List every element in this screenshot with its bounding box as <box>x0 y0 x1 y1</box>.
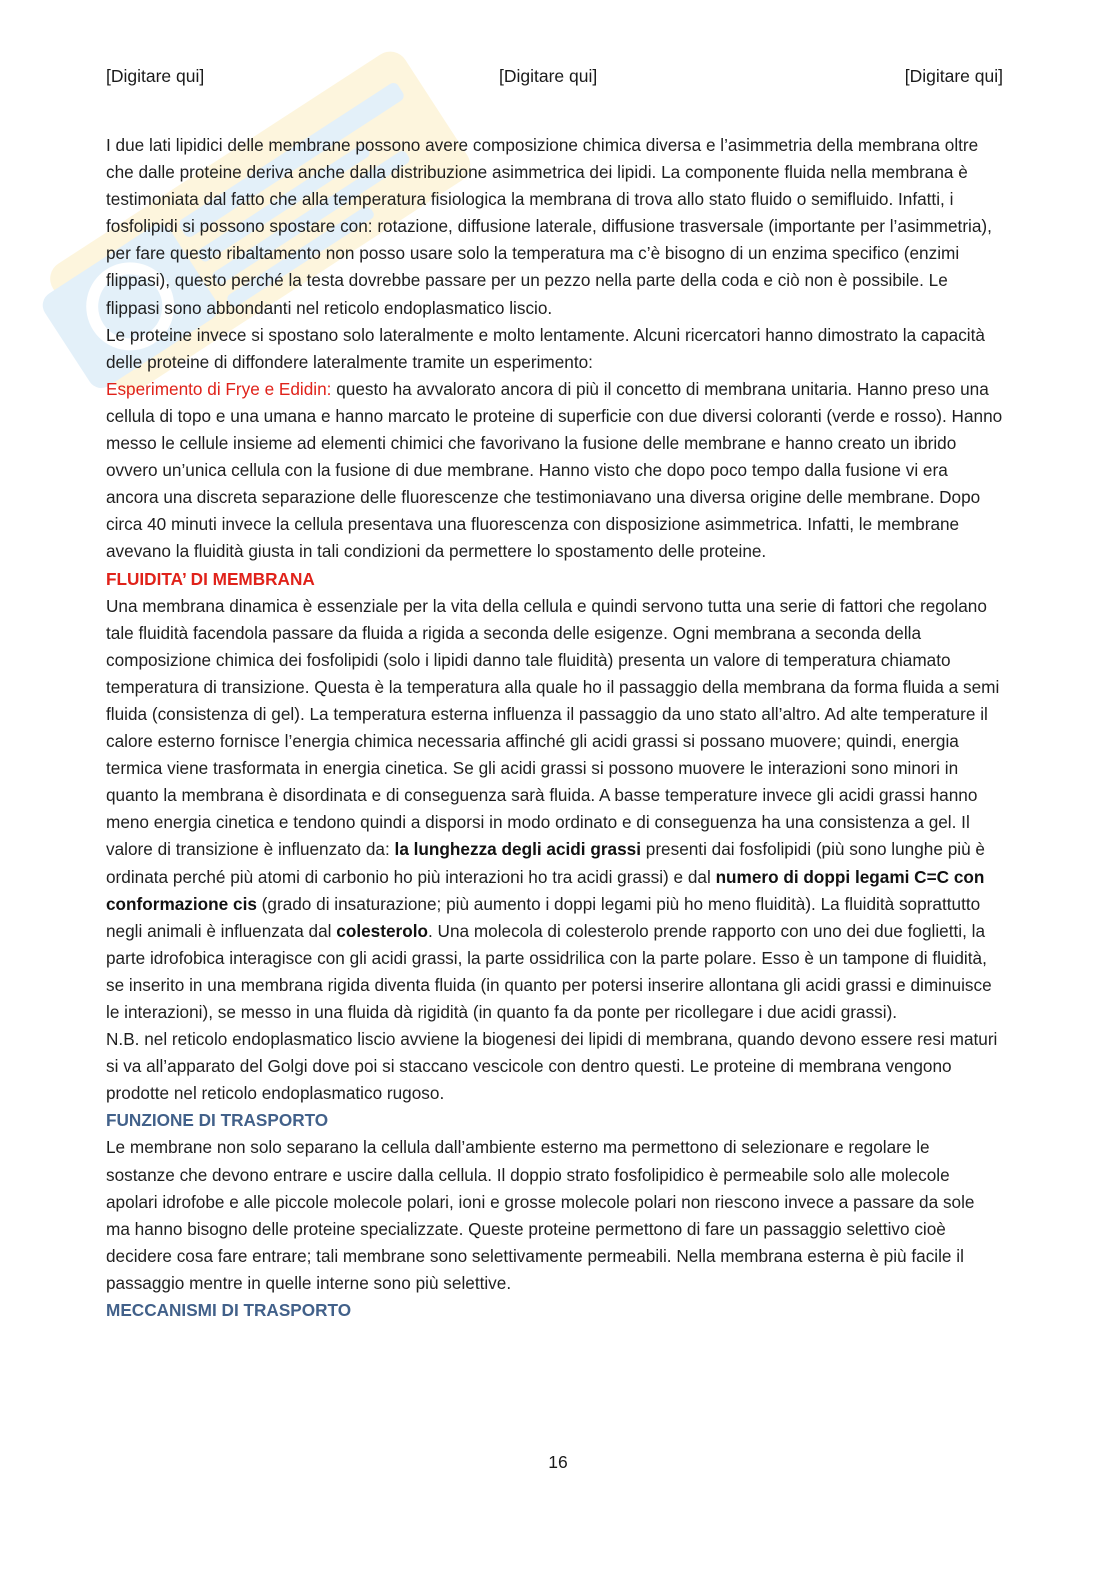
document-body <box>106 132 1003 1324</box>
heading-fluidita: FLUIDITA’ DI MEMBRANA <box>106 568 315 589</box>
heading-meccanismi-trasporto: MECCANISMI DI TRASPORTO <box>106 1300 352 1321</box>
fluidity-text-d: (grado di insaturazione; più aumento i doppi legami più ho meno fluidità). La fluidità soprattutto negli animali è influenzata dal <box>106 893 981 941</box>
page-number: 16 <box>548 1452 568 1472</box>
paragraph-nb-note: N.B. nel reticolo endoplasmatico liscio avviene la biogenesi dei lipidi di membrana, quando devono essere resi maturi si va all’apparato del Golgi dove poi si staccano vescicole con dentro questi. Le proteine di membrana vengono prodotte nel reticolo endoplasmatico rugoso. <box>106 1029 998 1104</box>
fluidity-text-e: . Una molecola di colesterolo prende rapporto con uno dei due foglietti, la parte idrofobica interagisce con gli acidi grassi, la parte ossidrilica con la parte polare. Esso è un tampone di fluidità, se inserito in una membrana rigida diventa fluida (in quanto per potersi inserire allontana gli acidi grassi e diminuisce le interazioni), se messo in una fluida dà rigidità (in quanto fa da ponte per ricollegare i due acidi grassi). <box>106 920 992 1022</box>
header-center-placeholder: [Digitare qui] <box>499 66 598 86</box>
experiment-label: Esperimento di Frye e Edidin: <box>106 378 332 399</box>
paragraph-fluidity <box>106 593 1003 1027</box>
fluidity-bold-double-bonds: numero di doppi legami C=C con conformazione cis <box>106 866 985 914</box>
heading-funzione-trasporto: FUNZIONE DI TRASPORTO <box>106 1110 329 1131</box>
header-left-placeholder: [Digitare qui] <box>106 66 205 86</box>
paragraph-lipid-asymmetry: I due lati lipidici delle membrane possono avere composizione chimica diversa e l’asimmetria della membrana oltre che dalle proteine deriva anche dalla distribuzione asimmetrica dei lipidi. La componente fluida nella membrana è testimoniata dal fatto che alla temperatura fisiologica la membrana di trova allo stato fluido o semifluido. Infatti, i fosfolipidi si possono spostare con: rotazione, diffusione laterale, diffusione trasversale (importante per l’asimmetria), per fare questo ribaltamento non posso usare solo la temperatura ma c’è bisogno di un enzima specifico (enzimi flippasi), questo perché la testa dovrebbe passare per un pezzo nella parte della coda e ciò non è possibile. Le flippasi sono abbondanti nel reticolo endoplasmatico liscio. <box>106 135 992 318</box>
header-right-placeholder: [Digitare qui] <box>904 66 1003 86</box>
experiment-text: questo ha avvalorato ancora di più il concetto di membrana unitaria. Hanno preso una cellula di topo e una umana e hanno marcato le proteine di superficie con due diversi coloranti (verde e rosso). Hanno messo le cellule insieme ad elementi chimici che favorivano la fusione delle membrane e hanno creato un ibrido ovvero un’unica cellula con la fusione di due membrane. Hanno visto che dopo poco tempo dalla fusione vi era ancora una discreta separazione delle fluorescenze che testimoniavano una diversa origine delle membrane. Dopo circa 40 minuti invece la cellula presentava una fluorescenza con disposizione asimmetrica. Infatti, le membrane avevano la fluidità giusta in tali condizioni da permettere lo spostamento delle proteine. <box>106 378 1003 562</box>
fluidity-bold-length: la lunghezza degli acidi grassi <box>394 839 641 860</box>
paragraph-protein-movement: Le proteine invece si spostano solo lateralmente e molto lentamente. Alcuni ricercatori hanno dimostrato la capacità delle proteine di diffondere lateralmente tramite un esperimento: <box>106 324 985 372</box>
paragraph-frye-edidin <box>106 376 1003 566</box>
fluidity-text-a: Una membrana dinamica è essenziale per la vita della cellula e quindi servono tutta una serie di fattori che regolano tale fluidità facendola passare da fluida a rigida a seconda delle esigenze. Ogni membrana a seconda della composizione chimica dei fosfolipidi (solo i lipidi danno tale fluidità) presenta un valore di temperatura chiamato temperatura di transizione. Questa è la temperatura alla quale ho il passaggio della membrana da forma fluida a semi fluida (consistenza di gel). La temperatura esterna influenza il passaggio da uno stato all’altro. Ad alte temperature il calore esterno fornisce l’energia chimica necessaria affinché gli acidi grassi si possano muovere; quindi, energia termica viene trasformata in energia cinetica. Se gli acidi grassi si possono muovere le interazioni sono minori in quanto la membrana è disordinata e di conseguenza sarà fluida. A basse temperature invece gli acidi grassi hanno meno energia cinetica e tendono quindi a disporsi in modo ordinato e di conseguenza ha una consistenza a gel. Il valore di transizione è influenzato da: <box>106 595 1000 860</box>
fluidity-bold-cholesterol: colesterolo <box>336 920 428 941</box>
fluidity-text-c: presenti dai fosfolipidi (più sono lunghe più è ordinata perché più atomi di carbonio ho più interazioni ho tra acidi grassi) e dal <box>106 839 985 887</box>
paragraph-transport: Le membrane non solo separano la cellula dall’ambiente esterno ma permettono di selezionare e regolare le sostanze che devono entrare e uscire dalla cellula. Il doppio strato fosfolipidico è permeabile solo alle molecole apolari idrofobe e alle piccole molecole polari, ioni e grosse molecole polari non riescono invece a passare da sole ma hanno bisogno delle proteine specializzate. Queste proteine permettono di fare un passaggio selettivo cioè decidere cosa fare entrare; tali membrane sono selettivamente permeabili. Nella membrana esterna è più facile il passaggio mentre in quelle interne sono più selettive. <box>106 1137 975 1293</box>
page-header <box>106 66 1003 92</box>
